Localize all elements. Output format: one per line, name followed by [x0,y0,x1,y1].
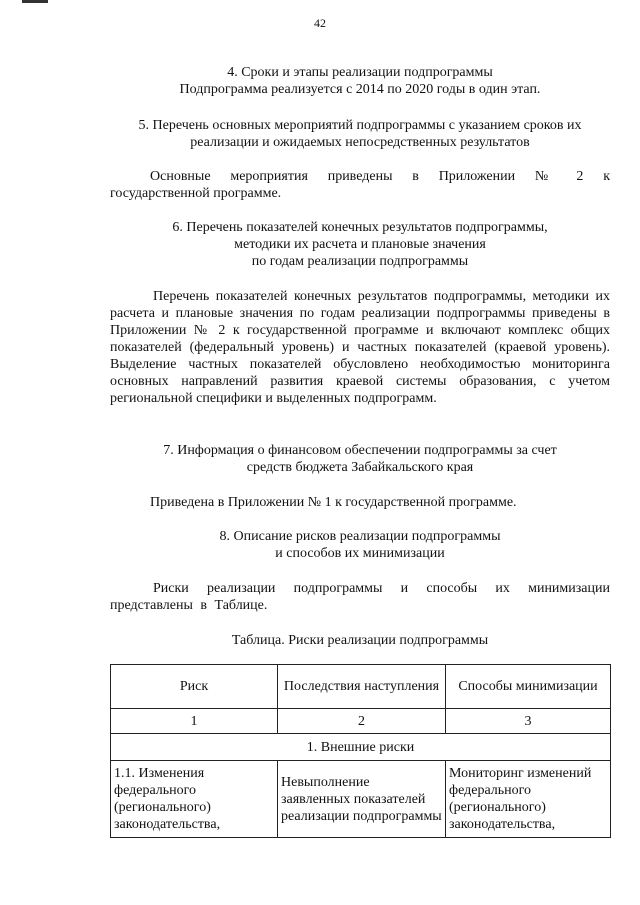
section-6-title-line3: по годам реализации подпрограммы [251,254,469,269]
section-4-text: Подпрограмма реализуется с 2014 по 2020 годы в один этап. [179,82,541,97]
section-5-title-line1: 5. Перечень основных мероприятий подпрограммы с указанием сроков их [138,118,582,133]
section-8-title-line2: и способов их минимизации [275,546,445,561]
section-8-text: Риски реализации подпрограммы и способы их минимизации представлены в Таблице. [110,581,610,613]
table-section-row [111,734,611,761]
consequence-cell: Невыполнение заявленных показателей реализации подпрограммы [278,761,446,838]
table-caption: Таблица. Риски реализации подпрограммы [231,633,489,648]
section-8-title-line1: 8. Описание рисков реализации подпрограммы [219,529,501,544]
header-risk: Риск [111,665,278,709]
section-5-text-line2: государственной программе. [110,186,282,201]
section-7-text: Приведена в Приложении № 1 к государственной программе. [150,495,517,510]
column-number: 3 [446,709,611,734]
section-6-text: Перечень показателей конечных результатов подпрограммы, методики их расчета и плановые значения по годам реализации подпрограммы приведены в Приложении № 2 к государственной программе и включают комплекс общих показателей (федеральный уровень) и частных показателей (краевой уровень). Выделение частных показателей обусловлено необходимостью мониторинга основных направлений развития краевой системы образования, с учетом региональной специфики и выделенных подпрограмм. [110,289,610,406]
header-consequences: Последствия наступления [278,665,446,709]
section-4-title: 4. Сроки и этапы реализации подпрограммы [227,65,493,80]
scan-mark [22,0,48,3]
section-5-text-line1: Основные мероприятия приведены в Приложении № 2 к [150,169,610,184]
page-number: 42 [314,16,326,30]
section-external-risks: 1. Внешние риски [111,734,611,761]
column-number: 2 [278,709,446,734]
table-row [111,761,611,838]
table-header-row [111,665,611,709]
mitigation-cell: Мониторинг изменений федерального (регионального) законодательства, [446,761,611,838]
risk-cell: 1.1. Изменения федерального (регионального) законодательства, [111,761,278,838]
table-number-row [111,709,611,734]
column-number: 1 [111,709,278,734]
section-7-title-line2: средств бюджета Забайкальского края [246,460,474,475]
section-6-title-line1: 6. Перечень показателей конечных результатов подпрограммы, [172,220,548,235]
section-5-title-line2: реализации и ожидаемых непосредственных результатов [190,135,530,150]
section-6-title-line2: методики их расчета и плановые значения [234,237,486,252]
section-7-title-line1: 7. Информация о финансовом обеспечении подпрограммы за счет [163,443,557,458]
header-mitigation: Способы минимизации [446,665,611,709]
risks-table [110,664,611,838]
